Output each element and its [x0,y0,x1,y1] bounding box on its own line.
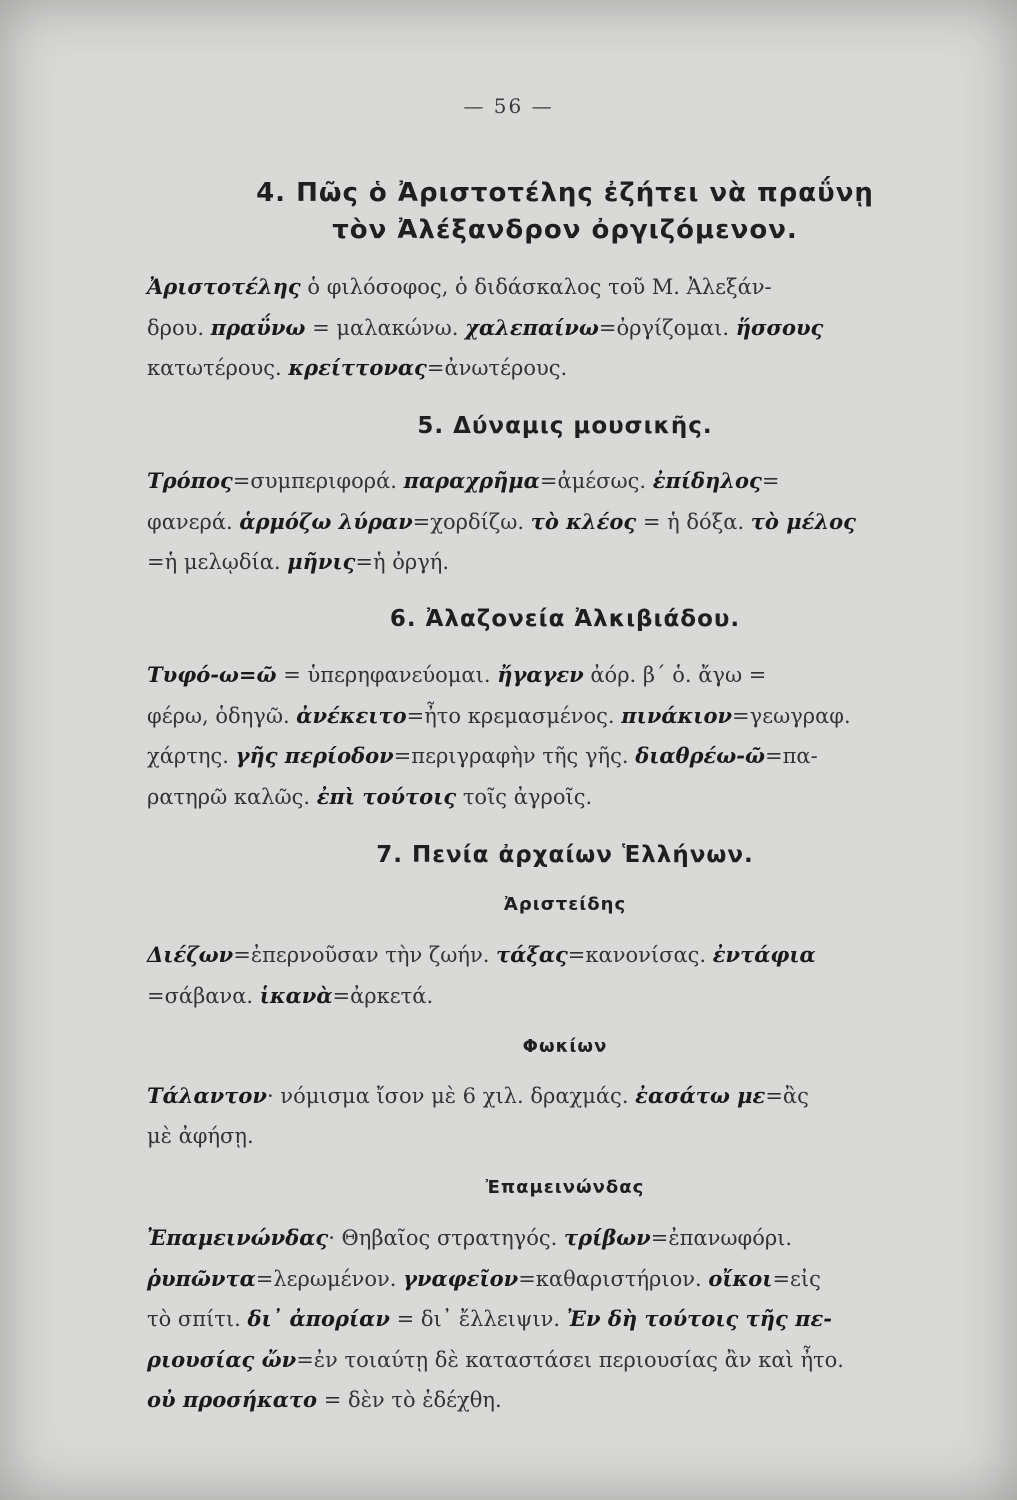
glossary-term: διαθρέω-ῶ [635,743,765,768]
glossary-definition: =εἰς [772,1266,821,1291]
glossary-definition: = ἡ δόξα. [636,509,751,534]
subsection-epameinondas-title: Ἐπαμεινώνδας [485,1177,645,1198]
glossary-term: Ἐν δὴ τούτοις τῆς πε- [566,1306,832,1331]
glossary-term: ἐπὶ τούτοις [316,783,457,809]
text-line [147,696,975,737]
glossary-definition: = δὲν τὸ ἐδέχθη. [317,1388,502,1412]
page-number: — 56 — [463,94,554,118]
glossary-term: κρείττονας [288,355,427,380]
glossary-definition: · νόμισμα ἴσον μὲ 6 χιλ. δραχμάς. [266,1084,636,1108]
section-5-title: 5. Δύναμις μουσικῆς. [417,413,713,439]
glossary-definition: =ἂς [765,1084,809,1108]
glossary-term: ἱκανὰ [259,982,333,1008]
text-line [147,935,975,976]
glossary-definition: =ἐν τοιαύτῃ δὲ καταστάσει περιουσίας ἂν καὶ ἦτο. [296,1347,844,1372]
text-line [147,1259,975,1300]
glossary-definition: =ἡ ὀργή. [355,550,450,574]
glossary-term: ἤγαγεν [497,662,584,687]
text-line [147,348,975,389]
glossary-definition: =λερωμένον. [255,1266,404,1291]
glossary-term: γναφεῖον [403,1265,519,1291]
glossary-definition: τοῖς ἀγροῖς. [456,784,593,809]
subsection-aristeides-glossary [147,935,975,1016]
glossary-definition: ἀόρ. β΄ ὁ. ἄγω = [583,663,767,687]
glossary-definition: =χορδίζω. [412,509,531,534]
glossary-term: μῆνις [287,549,356,574]
glossary-definition: =ἀνωτέρους. [426,356,568,380]
glossary-definition: =ἐπερνοῦσαν τὴν ζωήν. [233,943,497,967]
glossary-definition: =πα- [765,744,818,768]
glossary-term: ῥυπῶντα [147,1265,256,1291]
glossary-term: ἁρμόζω λύραν [239,508,413,534]
glossary-term: ἐασάτω με [635,1083,766,1108]
section-7-title: 7. Πενία ἀρχαίων Ἑλλήνων. [376,842,754,868]
glossary-term: Διέζων [147,942,234,967]
glossary-term: τὸ κλέος [530,508,637,534]
glossary-term: ἐντάφια [712,942,816,967]
glossary-term: παραχρῆμα [403,468,540,493]
glossary-definition: = μαλακώνω. [305,315,466,340]
glossary-term: Ἐπαμεινώνδας [147,1225,329,1250]
glossary-definition: =ἡ μελῳδία. [147,550,288,574]
text-line [147,1299,975,1340]
glossary-term: ἥσσους [735,314,824,340]
text-line [147,1076,975,1117]
glossary-definition: = δι᾽ ἔλλειψιν. [389,1307,567,1331]
section-4-glossary [147,267,975,389]
glossary-term: Τρόπος [147,468,233,493]
text-line [147,267,975,308]
glossary-term: πινάκιον [621,702,733,728]
glossary-term: χαλεπαίνω [465,314,599,340]
section-6-glossary [147,655,975,817]
subsection-aristeides-title: Ἀριστείδης [503,894,627,915]
section-6-title: 6. Ἀλαζονεία Ἀλκιβιάδου. [389,606,741,632]
glossary-definition: τὸ σπίτι. [147,1307,248,1331]
section-4-title-line-1: 4. Πῶς ὁ Ἀριστοτέλης ἐζήτει νὰ πραΰνῃ [256,178,874,208]
text-line [147,777,975,818]
glossary-definition: =ὀργίζομαι. [598,315,736,340]
subsection-epameinondas-glossary [147,1218,975,1421]
glossary-term: ἐπίδηλος [652,468,762,493]
section-4-title-line-2: τὸν Ἀλέξανδρον ὀργιζόμενον. [332,215,798,245]
glossary-definition: φανερά. [147,509,240,534]
glossary-definition: · Θηβαῖος στρατηγός. [328,1226,564,1250]
glossary-definition: =συμπεριφορά. [232,469,404,493]
glossary-definition: =ἀμέσως. [539,469,653,493]
text-line [147,1117,975,1157]
glossary-term: Ἀριστοτέλης [147,274,301,299]
text-line [147,655,975,696]
glossary-definition: χάρτης. [147,744,236,768]
glossary-term: οἴκοι [708,1265,773,1291]
glossary-definition: =σάβανα. [147,983,260,1008]
glossary-term: πραΰνω [210,314,306,340]
text-line [147,461,975,502]
glossary-term: γῆς περίοδον [235,743,394,768]
glossary-term: Τυφό-ω=ῶ [147,662,277,687]
glossary-definition: = ὑπερηφανεύομαι. [276,663,498,687]
glossary-term: ἀνέκειτο [296,702,407,728]
text-line [147,502,975,543]
glossary-term: δι᾽ ἀπορίαν [247,1306,390,1331]
glossary-definition: =κανονίσας. [567,943,713,967]
glossary-definition: =ἀρκετά. [332,983,434,1008]
text-line [147,976,975,1017]
glossary-definition: =περιγραφὴν τῆς γῆς. [393,744,636,768]
glossary-term: τάξας [496,942,568,967]
glossary-definition: κατωτέρους. [147,356,289,380]
section-5-glossary [147,461,975,583]
subsection-phokion-title: Φωκίων [522,1036,608,1057]
glossary-term: τρίβων [563,1225,651,1250]
glossary-term: ριουσίας ὤν [147,1346,297,1372]
glossary-term: οὐ προσήκατο [147,1387,318,1412]
subsection-phokion-glossary [147,1076,975,1156]
text-line [147,308,975,349]
glossary-definition: =ἐπανωφόρι. [650,1226,793,1250]
text-line [147,736,975,777]
glossary-term: τὸ μέλος [750,508,856,534]
glossary-term: Τάλαντον [147,1083,267,1108]
glossary-definition: =ἦτο κρεμασμένος. [406,703,622,728]
glossary-definition: δρου. [147,315,211,340]
glossary-definition: =καθαριστήριον. [518,1266,709,1291]
section-4-title [150,175,980,249]
glossary-definition: = [761,469,780,493]
glossary-definition: ὁ φιλόσοφος, ὁ διδάσκαλος τοῦ Μ. Ἀλεξάν- [300,275,772,299]
glossary-definition: φέρω, ὁδηγῶ. [147,703,297,728]
glossary-definition: =γεωγραφ. [732,703,851,728]
text-line [147,1218,975,1259]
text-line [147,1380,975,1421]
glossary-definition: ρατηρῶ καλῶς. [147,784,317,809]
text-line [147,542,975,583]
text-line [147,1340,975,1381]
glossary-definition: μὲ ἀφήσῃ. [147,1123,254,1148]
